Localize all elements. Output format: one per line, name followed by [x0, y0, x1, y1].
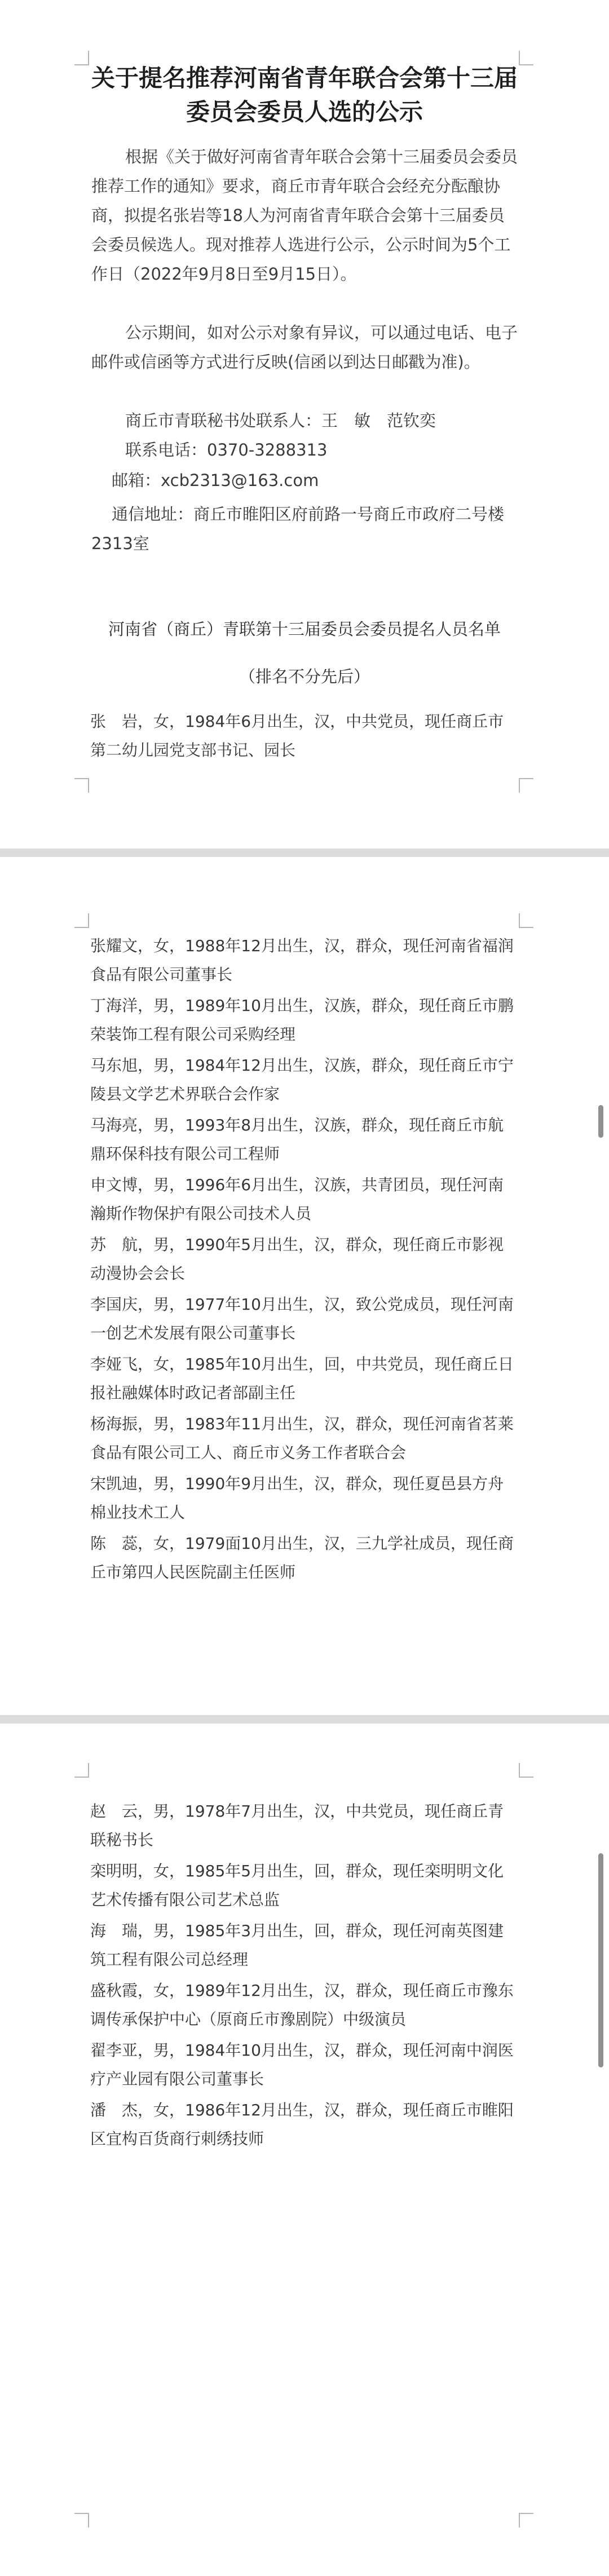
page-corner-mark — [74, 913, 89, 928]
scrollbar-thumb[interactable] — [598, 1105, 603, 1138]
page-corner-mark — [519, 913, 533, 928]
nominee-entry: 栾明明，女，1985年5月出生，回，群众，现任栾明明文化艺术传播有限公司艺术总监 — [90, 1862, 504, 1909]
page-corner-mark — [519, 1763, 533, 1778]
contact-phone: 联系电话：0370-3288313 — [125, 440, 328, 459]
document-title-line-2: 委员会委员人选的公示 — [186, 98, 423, 126]
nominee-entry: 海 瑞，男，1985年3月出生，回，群众，现任河南英图建筑工程有限公司总经理 — [90, 1921, 504, 1969]
document-title-line-1: 关于提名推荐河南省青年联合会第十三届 — [91, 64, 518, 92]
nominee-entry: 杨海振，男，1983年11月出生，汉，群众，现任河南省茗莱食品有限公司工人、商丘市义务工作者联合会 — [90, 1415, 514, 1462]
document-page-3 — [0, 1724, 609, 2576]
nominee-list-note: （排名不分先后） — [239, 667, 370, 686]
page-corner-mark — [519, 2513, 533, 2528]
nominee-entry: 李国庆，男，1977年10月出生，汉，致公党成员，现任河南一创艺术发展有限公司董事长 — [90, 1295, 514, 1342]
contact-email: 邮箱：xcb2313@163.com — [112, 471, 319, 490]
page-corner-mark — [74, 1763, 89, 1778]
contact-address: 通信地址：商丘市睢阳区府前路一号商丘市政府二号楼2313室 — [91, 505, 505, 553]
nominee-entry: 潘 杰，女，1986年12月出生，汉，群众，现任商丘市睢阳区宜构百货商行刺绣技师 — [90, 2101, 514, 2148]
nominee-entry: 盛秋霞，女，1989年12月出生，汉，群众，现任商丘市豫东调传承保护中心（原商丘市豫剧院）中级演员 — [90, 1981, 514, 2029]
nominee-entry: 翟李亚，男，1984年10月出生，汉，群众，现任河南中润医疗产业园有限公司董事长 — [90, 2041, 514, 2088]
nominee-entry: 丁海洋，男，1989年10月出生，汉族，群众，现任商丘市鹏荣装饰工程有限公司采购经理 — [90, 996, 514, 1044]
nominee-entry: 李娅飞，女，1985年10月出生，回，中共党员，现任商丘日报社融媒体时政记者部副主任 — [90, 1355, 514, 1402]
notice-paragraph-2: 公示期间，如对公示对象有异议，可以通过电话、电子邮件或信函等方式进行反映(信函以到达日邮戳为准)。 — [91, 323, 518, 372]
document-page-2 — [0, 857, 609, 1715]
nominee-entry: 陈 蕊，女，1979面10月出生，汉，三九学社成员，现任商丘市第四人民医院副主任医师 — [90, 1534, 514, 1581]
nominee-entry: 宋凯迪，男，1990年9月出生，汉，群众，现任夏邑县方舟棉业技术工人 — [90, 1474, 504, 1522]
nominee-entry: 张 岩，女，1984年6月出生，汉，中共党员，现任商丘市第二幼儿园党支部书记、园长 — [90, 712, 504, 759]
contact-person: 商丘市青联秘书处联系人：王 敏 范钦奕 — [125, 411, 436, 430]
nominee-entry: 张耀文，女，1988年12月出生，汉，群众，现任河南省福润食品有限公司董事长 — [90, 936, 514, 984]
scrollbar-thumb[interactable] — [598, 1853, 603, 2067]
page-corner-mark — [519, 778, 533, 793]
nominee-entry: 马海亮，男，1993年8月出生，汉族，群众，现任商丘市航鼎环保科技有限公司工程师 — [90, 1116, 504, 1163]
nominee-entry: 申文博，男，1996年6月出生，汉族，共青团员，现任河南瀚斯作物保护有限公司技术人员 — [90, 1176, 504, 1223]
page-corner-mark — [74, 778, 89, 793]
nominee-list-title: 河南省（商丘）青联第十三届委员会委员提名人员名单 — [108, 620, 501, 639]
document-page-1 — [0, 0, 609, 849]
notice-paragraph-1: 根据《关于做好河南省青年联合会第十三届委员会委员推荐工作的通知》要求，商丘市青年联合会经充分酝酿协商，拟提名张岩等18人为河南省青年联合会第十三届委员会委员候选人。现对推荐人选进行公示，公示时间为5个工作日（2022年9月8日至9月15日）。 — [91, 147, 518, 284]
nominee-entry: 赵 云，男，1978年7月出生，汉，中共党员，现任商丘青联秘书长 — [90, 1802, 504, 1849]
nominee-entry: 马东旭，男，1984年12月出生，汉族，群众，现任商丘市宁陵县文学艺术界联合会作家 — [90, 1056, 514, 1103]
page-corner-mark — [74, 2513, 89, 2528]
nominee-entry: 苏 航，男，1990年5月出生，汉，群众，现任商丘市影视动漫协会会长 — [90, 1235, 504, 1283]
